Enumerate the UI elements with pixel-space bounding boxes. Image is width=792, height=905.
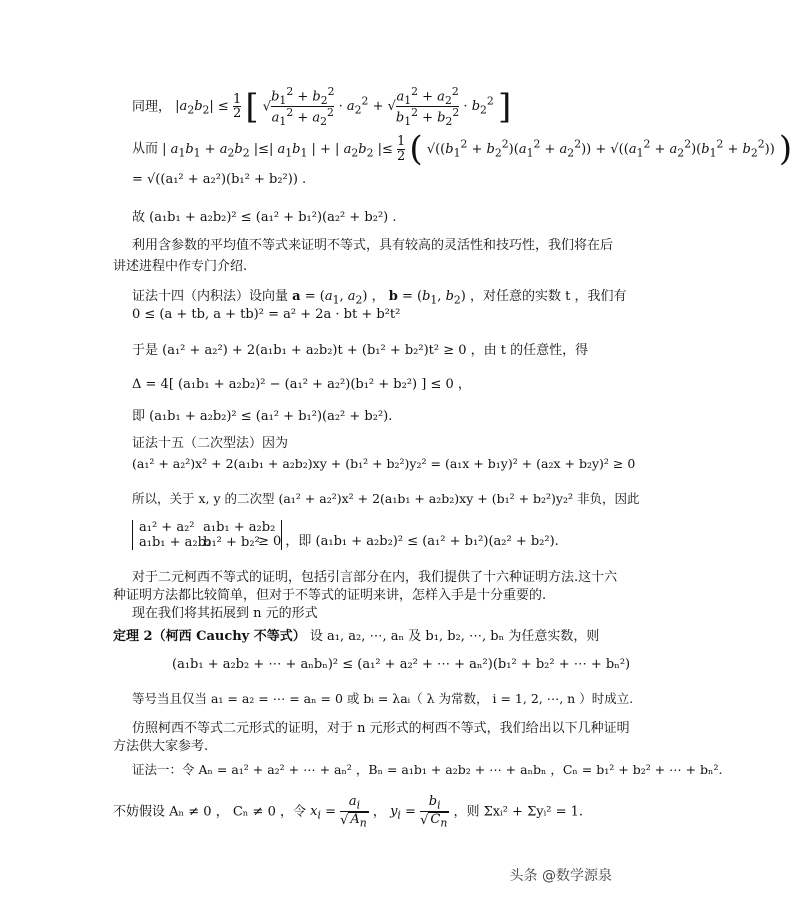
formula-times-b2: · $b_2^2$ (463, 94, 494, 117)
paragraph-1b: 讲述进程中作专门介绍. (113, 259, 248, 274)
det-cell-22: b₁² + b₂² (203, 535, 260, 550)
determinant-row-2 (139, 535, 275, 550)
formula-xi: $x_i$ = (310, 804, 341, 823)
fraction-b-over-a: $\frac{b_1^2 + b_2^2}{a_1^2 + a_2^2}$ (271, 85, 335, 129)
line-yushi: 于是 (a₁² + a₂²) + 2(a₁b₁ + a₂b₂)t + (b₁² + b₂²)t² ≥ 0 ，由 t 的任意性，得 (132, 343, 589, 358)
last-line-tail: ，则 Σxᵢ² + Σyᵢ² = 1. (453, 804, 583, 820)
det-cell-21: a₁b₁ + a₂b₂ (139, 535, 212, 550)
line-suoyi: 所以，关于 x, y 的二次型 (a₁² + a₂²)x² + 2(a₁b₁ + a₂b₂)xy + (b₁² + b₂²)y₂² 非负，因此 (132, 491, 640, 506)
determinant-tail: ≥ 0 ，即 (a₁b₁ + a₂b₂)² ≤ (a₁² + b₁²)(a₂² + b₂²). (258, 534, 559, 549)
line-delta: Δ = 4[ (a₁b₁ + a₂b₂)² − (a₁² + a₂²)(b₁² + b₂²) ] ≤ 0 ， (132, 377, 471, 392)
method-14-label: 证法十四（内积法）设向量 (132, 289, 289, 304)
theorem-2-label: 定理 2（柯西 Cauchy 不等式） (113, 629, 306, 644)
bracket-left: [ (245, 86, 259, 127)
fraction-xi: $\frac{a_i}{√ A_n}$ (340, 794, 367, 830)
paren-left: ( (409, 129, 423, 169)
paren-right: ) (778, 129, 792, 169)
paragraph-2c: 现在我们将其拓展到 n 元的形式 (132, 606, 318, 621)
equation-15: (a₁² + a₂²)x² + 2(a₁b₁ + a₂b₂)xy + (b₁² + b₂²)y₂² = (a₁x + b₁y)² + (a₂x + b₂y)² ≥ 0 (132, 456, 636, 471)
line-tongli (132, 86, 511, 128)
formula-sqrt-ratio-1: √ (262, 99, 272, 115)
line-gu: 故 (a₁b₁ + a₂b₂)² ≤ (a₁² + b₁²)(a₂² + b₂²) . (132, 210, 397, 225)
fraction-half: $\frac{1}{2}$ (232, 91, 242, 122)
line-equals-sqrt: = √((a₁² + a₂²)(b₁² + b₂²)) . (132, 172, 307, 187)
paragraph-3a: 仿照柯西不等式二元形式的证明，对于 n 元形式的柯西不等式，我们给出以下几种证明 (132, 721, 630, 736)
fraction-yi: $\frac{b_i}{√ C_n}$ (420, 794, 448, 830)
paragraph-2a: 对于二元柯西不等式的证明，包括引言部分在内，我们提供了十六种证明方法.这十六 (132, 570, 618, 585)
formula-a2b2: $|a_2b_2|$ ≤ (175, 99, 233, 117)
watermark: 头条 @数学源泉 (509, 868, 612, 884)
formula-vectors: $a = (a_1$, $a_2$) ， $b = (b_1$, $b_2$) (292, 289, 466, 307)
bracket-right: ] (497, 86, 512, 127)
formula-times-a2: · $a_2^2$ + √ (338, 94, 396, 117)
line-congershi-prefix: 从而 (132, 141, 159, 157)
equality-condition: 等号当且仅当 a₁ = a₂ = ⋯ = aₙ = 0 或 bᵢ = λaᵢ（ λ 为常数， i = 1, 2, ⋯, n ）时成立. (132, 691, 634, 706)
last-line (113, 795, 583, 829)
theorem-2 (113, 625, 599, 644)
formula-sum-abs: | $a_1b_1 + a_2b_2$ |≤| $a_1b_1$ | + | $a_2b_2$ |≤ (162, 141, 397, 160)
paragraph-3b: 方法供大家参考. (113, 739, 209, 754)
paragraph-1a: 利用含参数的平均值不等式来证明不等式，具有较高的灵活性和技巧性，我们将在后 (132, 238, 614, 253)
determinant-row-1 (139, 520, 275, 535)
method-15-heading: 证法十五（二次型法）因为 (132, 436, 289, 451)
method-1: 证法一：令 Aₙ = a₁² + a₂² + ⋯ + aₙ² ，Bₙ = a₁b₁ + a₂b₂ + ⋯ + aₙbₙ ，Cₙ = b₁² + b₂² + ⋯ + bₙ². (132, 762, 723, 777)
line-tongli-prefix: 同理， (132, 99, 172, 115)
paragraph-2b: 种证明方法都比较简单，但对于不等式的证明来讲，怎样入手是十分重要的. (113, 588, 547, 603)
formula-sqrt-sum: $√((b_1^2 + b_2^2)(a_1^2 + a_2^2)) + √((a_1^2 + a_2^2)(b_1^2 + b_2^2))$ (426, 137, 775, 160)
det-cell-12: a₁b₁ + a₂b₂ (203, 520, 276, 535)
equation-14: 0 ≤ (a + tb, a + tb)² = a² + 2a · bt + b²t² (132, 307, 401, 322)
det-cell-11: a₁² + a₂² (139, 520, 195, 535)
equation-theorem: (a₁b₁ + a₂b₂ + ⋯ + aₙbₙ)² ≤ (a₁² + a₂² + ⋯ + aₙ²)(b₁² + b₂² + ⋯ + bₙ²) (172, 657, 631, 672)
method-14-heading (132, 285, 627, 307)
method-14-tail: ，对任意的实数 t ，我们有 (470, 289, 627, 304)
theorem-2-text: 设 a₁, a₂, ⋯, aₙ 及 b₁, b₂, ⋯, bₙ 为任意实数，则 (309, 629, 600, 644)
fraction-a-over-b: $\frac{a_1^2 + a_2^2}{b_1^2 + b_2^2}$ (395, 85, 460, 129)
line-ji: 即 (a₁b₁ + a₂b₂)² ≤ (a₁² + b₁²)(a₂² + b₂²). (132, 409, 393, 424)
formula-yi: ， $y_i$ = (372, 804, 421, 823)
last-line-head: 不妨假设 Aₙ ≠ 0 ， Cₙ ≠ 0 ，令 (113, 804, 306, 820)
line-congershi (132, 129, 792, 169)
fraction-half-2: $\frac{1}{2}$ (397, 133, 406, 164)
